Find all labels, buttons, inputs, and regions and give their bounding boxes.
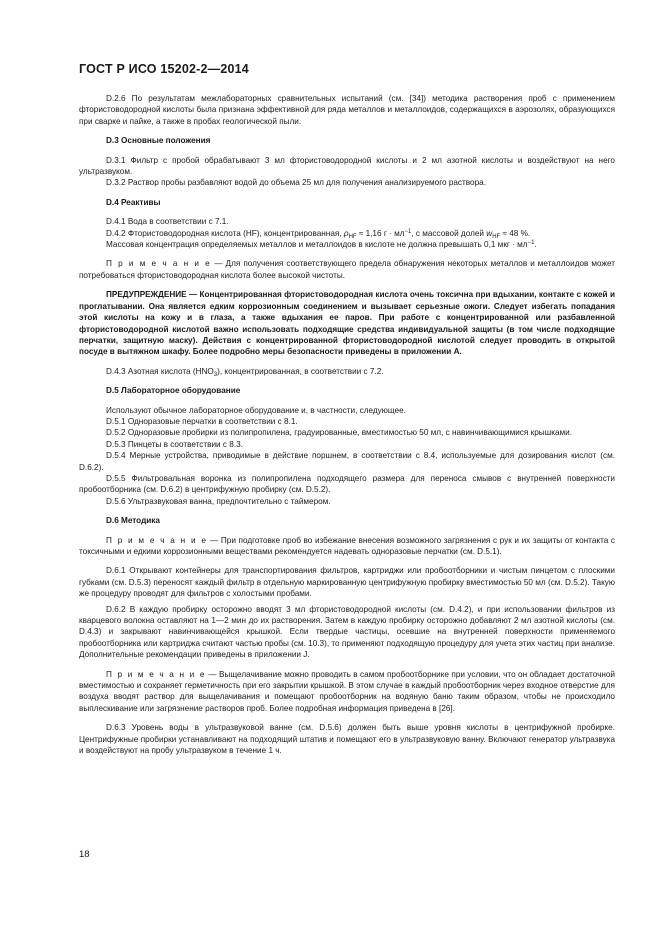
- document-header: ГОСТ Р ИСО 15202-2—2014: [79, 62, 249, 76]
- d43-subscript: 3: [213, 371, 218, 378]
- paragraph-d-5-2: D.5.2 Одноразовые пробирки из полипропилена, градуированные, вместимостью 50 мл, с навинчивающимися крышками.: [106, 428, 572, 438]
- paragraph-d-6-2: D.6.2 В каждую пробирку осторожно вводят 3 мл фтористоводородной кислоты (см. D.4.2), и при использовании фильтров из кварцевого волокна оставляют на 1—2 мин до их растворения. Затем в каждую пробирку осторожно добавляют 2 мл азотной кислоты (см. D.4.3) и закрывают навинчивающейся крышкой. Если твердые частицы, осевшие на внутренней поверхности применяемого пробоотборника или картриджа считают частью пробы (см. 10.3), то применяют подходящую процедуру для учета этих частиц при анализе. Дополнительные рекомендации приведены в приложении J.: [79, 604, 615, 660]
- note-3: [79, 669, 615, 715]
- paragraph-d-5-5: D.5.5 Фильтровальная воронка из полипропилена подходящего размера для переноса смывов с внутренней поверхности пробоотборника (см. D.6.2) в центрифужную пробирку (см. D.5.2).: [79, 473, 615, 495]
- section-heading-d-6: D.6 Методика: [106, 516, 160, 526]
- paragraph-d-4-2-purity: [79, 239, 615, 250]
- note-2: [79, 535, 615, 558]
- note-label: П р и м е ч а н и е: [106, 259, 212, 269]
- paragraph-d-4-1: D.4.1 Вода в соответствии с 7.1.: [106, 217, 229, 227]
- paragraph-d-5-4: D.5.4 Мерные устройства, приводимые в действие поршнем, в соответствии с 8.4, используемые для дозирования кислот (см. D.6.2).: [79, 451, 615, 472]
- paragraph-d-2-6: D.2.6 По результатам межлабораторных сравнительных испытаний (см. [34]) методика растворения проб с применением фтористоводородной кислоты была признана эффективной для ряда металлов и металлоидов, содержащихся в аэрозолях, образующихся при сварке и пайке, а также в пробах геологической пыли.: [79, 94, 615, 126]
- document-body: [79, 93, 615, 757]
- section-heading-d-5: D.5 Лабораторное оборудование: [106, 386, 241, 396]
- note-1: [79, 258, 615, 281]
- d42-text-d: ≈ 48 %.: [500, 228, 531, 238]
- w-symbol: w: [486, 228, 493, 238]
- d42-text-a: D.4.2 Фтористоводородная кислота (HF), концентрированная,: [106, 228, 344, 238]
- section-heading-d-4: D.4 Реактивы: [106, 197, 161, 207]
- d42-text-c: , с массовой долей: [411, 228, 487, 238]
- rho-symbol: ρ: [343, 228, 349, 238]
- d42-subscript-1: HF: [348, 233, 357, 240]
- paragraph-d-5-3: D.5.3 Пинцеты в соответствии с 8.3.: [106, 439, 243, 449]
- paragraph-d-3-1: D.3.1 Фильтр с пробой обрабатывают 3 мл фтористоводородной кислоты и 2 мл азотной кислоты и воздействуют на него ультразвуком.: [79, 155, 615, 177]
- paragraph-d-6-3: D.6.3 Уровень воды в ультразвуковой ванне (см. D.5.6) должен быть выше уровня кислоты в центрифужной пробирке. Центрифужные пробирки устанавливают на подходящий штатив и помещают его в ультразвуковую ванну. Включают генератор ультразвука и воздействуют на пробу ультразвуком в течение 1 ч.: [79, 723, 615, 756]
- paragraph-d-5-6: D.5.6 Ультразвуковая ванна, предпочтительно с таймером.: [106, 496, 331, 506]
- note-label: П р и м е ч а н и е: [106, 669, 206, 679]
- page-number: 18: [79, 849, 90, 860]
- note-text: — Выщелачивание можно проводить в самом пробоотборнике при условии, что он обладает достаточной вместимостью и сохраняет герметичность при его закрытии крышкой. В этом случае в каждый пробоотборник через входное отверстие для воздуха вводят раствор для выщелачивания и помещают пробоотборник на водяную баню таким образом, чтобы не происходило выплескивание или загрязнение растворов проб. Более подробная информация приведена в [26].: [79, 669, 615, 713]
- paragraph-d-4-3: [79, 366, 615, 377]
- note-text: — Для получения соответствующего предела обнаружения некоторых металлов и металлоидов может потребоваться фтористоводородная кислота более высокой чистоты.: [79, 259, 615, 280]
- note-label: П р и м е ч а н и е: [106, 535, 208, 545]
- section-heading-d-3: D.3 Основные положения: [106, 136, 211, 146]
- purity-superscript: −1: [527, 240, 535, 247]
- paragraph-d-4-2: [79, 228, 615, 239]
- paragraph-d-3-2: D.3.2 Раствор пробы разбавляют водой до объема 25 мл для получения анализируемого раствора.: [106, 178, 486, 188]
- d42-text-b: ≈ 1,16 г · мл: [356, 228, 405, 238]
- paragraph-d-5-intro: Используют обычное лабораторное оборудование и, в частности, следующее.: [106, 405, 406, 415]
- purity-end: .: [534, 240, 537, 250]
- d43-text-a: D.4.3 Азотная кислота (HNO: [106, 366, 214, 376]
- warning-block: ПРЕДУПРЕЖДЕНИЕ — Концентрированная фтористоводородная кислота очень токсична при вдыхании, контакте с кожей и проглатывании. Она является едким коррозионным соединением и вызывает серьезные ожоги. Следует избегать попадания этой кислоты на кожу и в глаза, а также вдыхания ее паров. При работе с концентрированной или разбавленной фтористоводородной кислотой важно использовать подходящие средства индивидуальной защиты (в том числе подходящие перчатки, защитную маску). Действия с концентрированной фтористоводородной кислотой следует проводить в открытой посуде в вытяжном шкафу. Более подробно меры безопасности приведены в приложении А.: [79, 290, 615, 357]
- paragraph-d-6-1: D.6.1 Открывают контейнеры для транспортирования фильтров, картриджи или пробоотборники и чистым пинцетом с плоскими губками (см. D.5.3) переносят каждый фильтр в отдельную маркированную центрифужную пробирку вместимостью 50 мл (см. D.5.2). Такую же процедуру проводят для фильтров с холостыми пробами.: [79, 566, 615, 599]
- d43-text-b: ), концентрированная, в соответствии с 7.2.: [217, 366, 384, 376]
- paragraph-d-5-1: D.5.1 Одноразовые перчатки в соответствии с 8.1.: [106, 416, 298, 426]
- d42-subscript-2: HF: [492, 233, 501, 240]
- d42-superscript: −1: [404, 228, 412, 235]
- note-text: — При подготовке проб во избежание внесения возможного загрязнения с рук и их защиты от контакта с токсичными и едкими коррозионными веществами рекомендуется надевать одноразовые перчатки (см. D.5.1).: [79, 535, 615, 556]
- purity-text: Массовая концентрация определяемых металлов и металлоидов в кислоте не должна превышать 0,1 мкг · мл: [106, 240, 528, 250]
